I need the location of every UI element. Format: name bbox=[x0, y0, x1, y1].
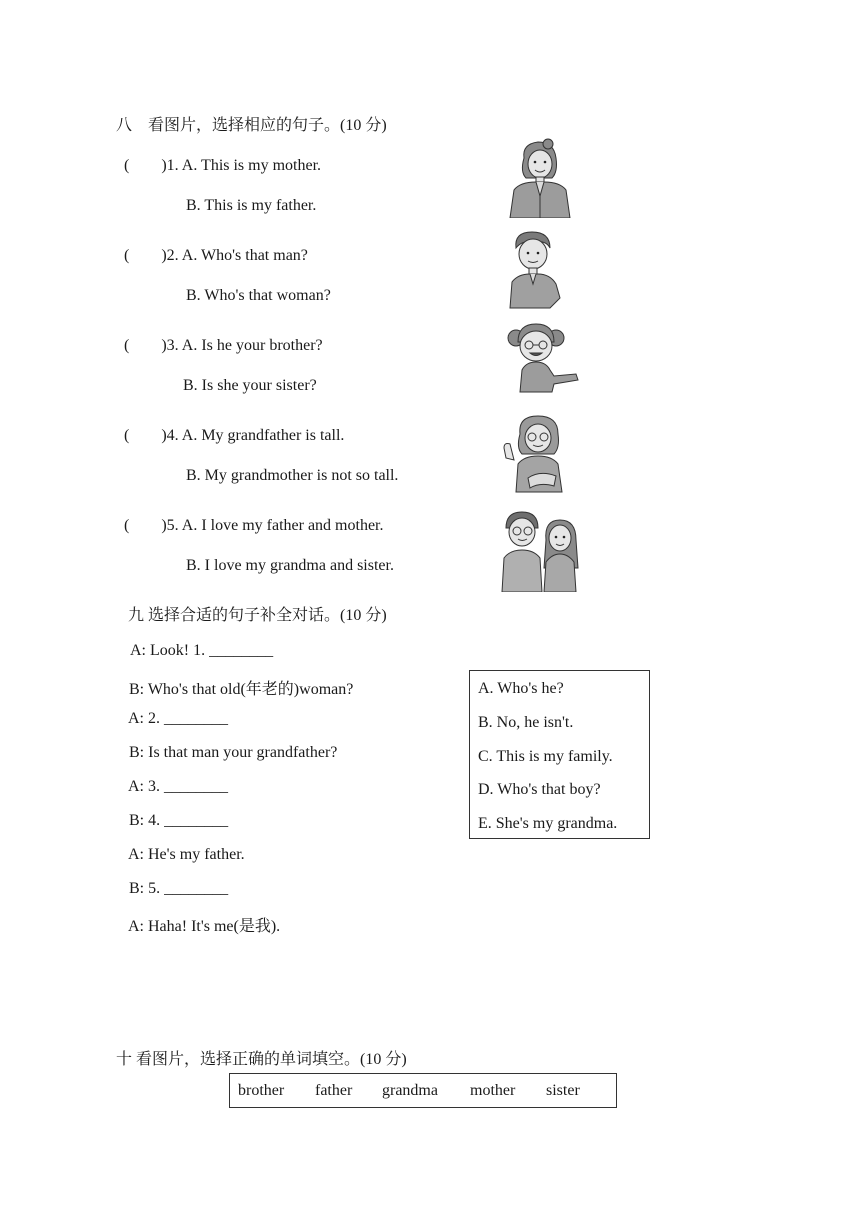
q5-option-a: ( )5. A. I love my father and mother. bbox=[124, 517, 384, 534]
q5-option-b: B. I love my grandma and sister. bbox=[186, 557, 394, 574]
dialogue-line-9: A: Haha! It's me(是我). bbox=[128, 918, 281, 935]
dialogue-line-8: B: 5. ________ bbox=[129, 880, 229, 897]
q1-option-a: ( )1. A. This is my mother. bbox=[124, 157, 322, 174]
q2-option-a: ( )2. A. Who's that man? bbox=[124, 247, 308, 264]
dialogue-line-4: B: Is that man your grandfather? bbox=[129, 744, 338, 761]
mother-picture bbox=[500, 136, 580, 218]
dialogue-line-3: A: 2. ________ bbox=[128, 710, 228, 727]
grandmother-picture bbox=[500, 408, 570, 494]
dialogue-line-6: B: 4. ________ bbox=[129, 812, 229, 829]
answer-option-b: B. No, he isn't. bbox=[478, 714, 574, 731]
q4-option-b: B. My grandmother is not so tall. bbox=[186, 467, 399, 484]
word-brother: brother bbox=[238, 1082, 285, 1099]
answer-options-box bbox=[469, 670, 650, 839]
q3-option-b: B. Is she your sister? bbox=[183, 377, 317, 394]
word-grandma: grandma bbox=[382, 1082, 438, 1099]
answer-option-c: C. This is my family. bbox=[478, 748, 613, 765]
word-sister: sister bbox=[546, 1082, 580, 1099]
dialogue-line-7: A: He's my father. bbox=[128, 846, 245, 863]
girl-picture bbox=[504, 320, 584, 394]
word-bank-box bbox=[229, 1073, 617, 1108]
answer-option-d: D. Who's that boy? bbox=[478, 781, 601, 798]
word-father: father bbox=[315, 1082, 353, 1099]
answer-option-e: E. She's my grandma. bbox=[478, 815, 618, 832]
dialogue-line-1: A: Look! 1. ________ bbox=[130, 642, 274, 659]
answer-option-a: A. Who's he? bbox=[478, 680, 564, 697]
section-8-title: 八 看图片，选择相应的句子。(10 分) bbox=[116, 117, 387, 134]
q1-option-b: B. This is my father. bbox=[186, 197, 317, 214]
q3-option-a: ( )3. A. Is he your brother? bbox=[124, 337, 323, 354]
dialogue-line-5: A: 3. ________ bbox=[128, 778, 228, 795]
q4-option-a: ( )4. A. My grandfather is tall. bbox=[124, 427, 345, 444]
section-9-title: 九 选择合适的句子补全对话。(10 分) bbox=[128, 607, 387, 624]
section-10-title: 十 看图片，选择正确的单词填空。(10 分) bbox=[116, 1051, 407, 1068]
father-and-daughter-picture bbox=[498, 508, 588, 592]
man-picture bbox=[504, 228, 564, 310]
dialogue-line-2: B: Who's that old(年老的)woman? bbox=[129, 681, 354, 698]
q2-option-b: B. Who's that woman? bbox=[186, 287, 331, 304]
word-mother: mother bbox=[470, 1082, 516, 1099]
